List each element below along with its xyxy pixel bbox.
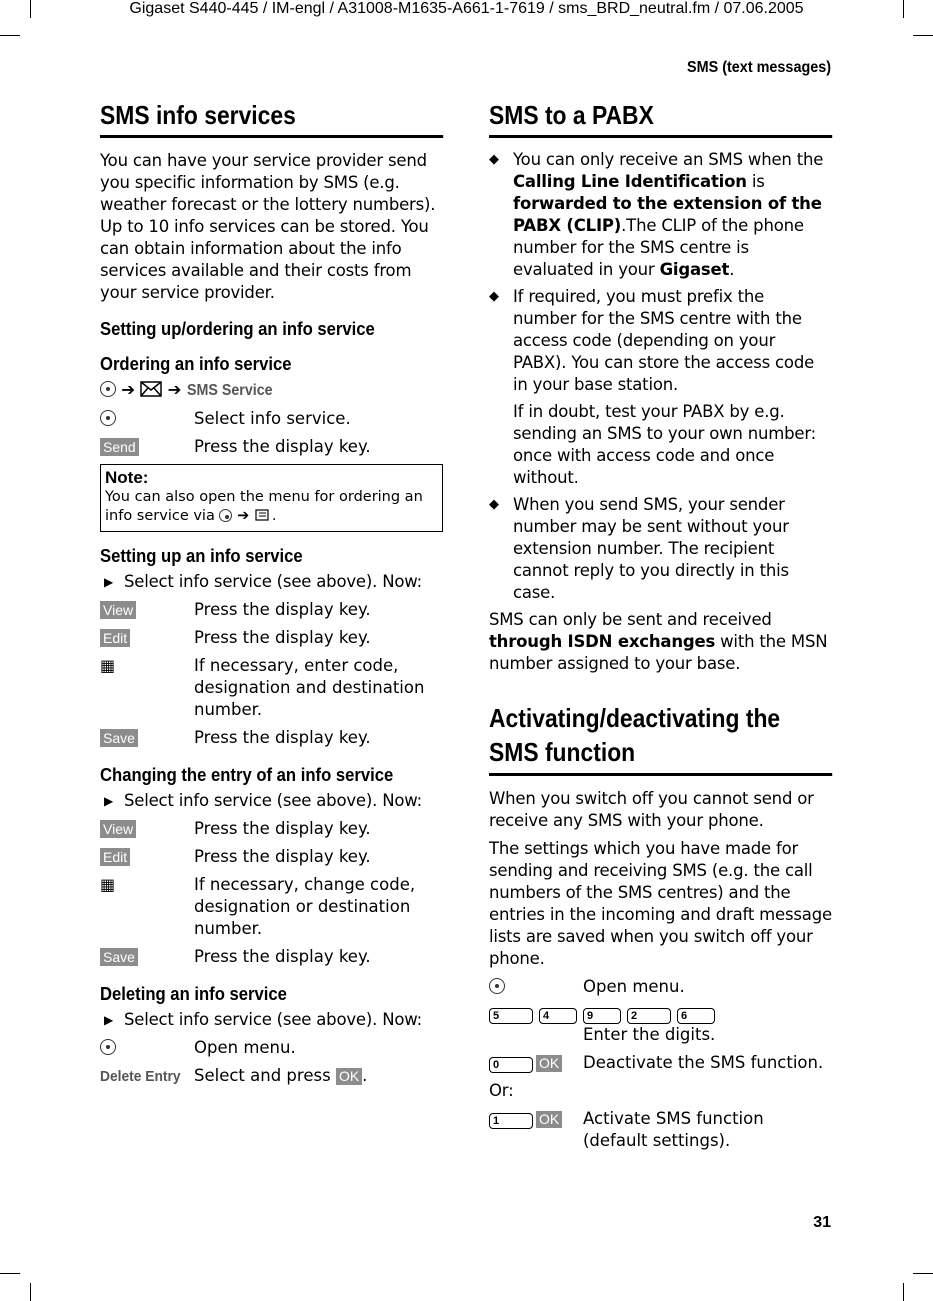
bullet-text: .The CLIP of the phone number for the SMS centre is evaluated in your [513,216,804,279]
or-label: Or: [489,1081,514,1100]
crop-mark [30,1283,31,1301]
note-box [100,464,443,532]
control-key-icon [489,978,505,994]
subheading-setup-ordering: Setting up/ordering an info service [100,318,375,339]
switch-off-paragraph: When you switch off you cannot send or receive any SMS with your phone. [489,789,814,830]
step-open-menu [100,1037,443,1059]
pabx-bullet-clip [489,149,832,281]
step-activate [489,1108,832,1152]
step-view [100,818,443,840]
step-save [100,727,443,749]
display-key-view[interactable]: View [100,820,136,838]
paragraph-text: with the MSN number assigned to your base. [489,632,828,673]
subheading-deleting: Deleting an info service [100,983,287,1004]
change-instruction: ▶ Select info service (see above). Now: [104,791,422,810]
step-text: Press the display key. [194,847,371,866]
intro-paragraph: You can have your service provider send you specific information by SMS (e.g. weather forecast or the lottery numbers). Up to 10 info services can be stored. You can obtain information about the info services available and their costs from your service provider. [100,151,436,302]
pabx-bullet-access-code [489,286,832,396]
step-text: Deactivate the SMS function. [583,1053,824,1072]
step-text: Select and press [194,1066,331,1085]
envelope-icon [140,381,162,397]
step-text: If necessary, enter code, designation and destination number. [194,656,425,719]
delete-instruction: ▶ Select info service (see above). Now: [104,1010,422,1029]
step-text: Press the display key. [194,728,371,747]
key-0[interactable]: 0 [489,1057,533,1073]
control-key-icon [219,509,232,522]
instruction-text: Select info service (see above). Now: [124,1010,422,1029]
step-edit [100,627,443,649]
key-5[interactable]: 5 [489,1008,533,1024]
control-key-icon [100,410,116,426]
bullet-text: If required, you must prefix the number for the SMS centre with the access code (depending on your PABX). You can store the access code in your base station. [513,287,815,394]
crop-mark [913,35,933,36]
bullet-text-bold: Gigaset [659,260,730,279]
info-service-icon [254,508,272,522]
note-text-part: You can also open the menu for ordering an info service via [105,489,423,524]
doc-reference-header: Gigaset S440-445 / IM-engl / A31008-M1635-A661-1-7619 / sms_BRD_neutral.fm / 07.06.2005 [129,0,804,17]
key-2[interactable]: 2 [627,1008,671,1024]
step-text: Press the display key. [194,628,371,647]
control-key-icon [100,381,116,397]
step-text: Press the display key. [194,819,371,838]
section-title-info-services: SMS info services [100,100,443,138]
instruction-text: Select info service (see above). Now: [124,572,422,591]
running-head: SMS (text messages) [686,59,831,76]
step-text: Activate SMS function (default settings). [583,1109,764,1150]
display-key-ok[interactable]: OK [536,1055,562,1072]
display-key-view[interactable]: View [100,601,136,619]
subheading-ordering: Ordering an info service [100,353,292,374]
step-send [100,436,443,458]
step-enter [100,655,443,721]
bullet-text-bold: Calling Line Identification [513,172,747,191]
key-6[interactable]: 6 [677,1008,715,1024]
pabx-bullet-test [489,401,832,489]
isdn-paragraph [489,609,832,675]
arrow-icon: ➔ [167,380,182,399]
bullet-text-bold: forwarded to the extension of the PABX (CLIP) [513,194,822,235]
bullet-text: When you send SMS, your sender number may be sent without your extension number. The recipient cannot reply to you directly in this case. [513,495,789,602]
subheading-setup: Setting up an info service [100,545,303,566]
step-text: Press the display key. [194,947,371,966]
step-text: Enter the digits. [583,1025,716,1044]
diamond-bullet-icon: ◆ [489,289,499,304]
step-text: Open menu. [583,977,685,996]
key-4[interactable]: 4 [539,1008,577,1024]
control-key-icon [100,1039,116,1055]
title-line: Activating/deactivating the [489,703,781,733]
arrow-icon: ➔ [237,508,250,524]
subheading-changing: Changing the entry of an info service [100,764,394,785]
crop-mark [913,1273,933,1274]
step-text-end: . [362,1066,368,1085]
pabx-bullet-sender [489,494,832,604]
setup-instruction: ▶ Select info service (see above). Now: [104,572,422,591]
step-text: Press the display key. [194,437,371,456]
step-enter-digits [489,1024,832,1046]
section-title-pabx: SMS to a PABX [489,100,832,138]
keypad-icon: ▦ [100,656,116,675]
step-text: Press the display key. [194,600,371,619]
left-column [100,100,443,1087]
display-key-edit[interactable]: Edit [100,629,130,647]
note-title: Note: [105,468,149,487]
menu-path [100,379,443,402]
bullet-text: If in doubt, test your PABX by e.g. sending an SMS to your own number: once with access code and once without. [513,402,816,487]
bullet-text: You can only receive an SMS when the [513,150,824,169]
crop-mark [903,1283,904,1301]
display-key-send[interactable]: Send [100,438,139,456]
paragraph-text: SMS can only be sent and received [489,610,772,629]
step-delete-entry [100,1065,443,1087]
step-view [100,599,443,621]
step-open-menu [489,976,832,998]
display-key-edit[interactable]: Edit [100,848,130,866]
digit-keys [489,1004,832,1024]
step-save [100,946,443,968]
key-9[interactable]: 9 [583,1008,621,1024]
paragraph-text-bold: through ISDN exchanges [489,632,716,651]
step-select-info-service [100,408,443,430]
menu-item-delete-entry[interactable]: Delete Entry [100,1068,181,1085]
menu-item-sms-service: SMS Service [186,382,273,399]
display-key-ok[interactable]: OK [536,1111,562,1128]
step-text: Open menu. [194,1038,296,1057]
title-line: SMS function [489,737,636,767]
crop-mark [0,1273,20,1274]
settings-paragraph: The settings which you have made for sending and receiving SMS (e.g. the call numbers of the SMS centres) and the entries in the incoming and draft message lists are saved when you switch off your phone. [489,839,832,968]
display-key-save[interactable]: Save [100,729,138,747]
step-deactivate [489,1052,832,1074]
display-key-ok[interactable]: OK [336,1068,362,1085]
section-title-activating [489,701,832,776]
bullet-text: . [729,260,735,279]
step-change [100,874,443,940]
right-column [489,100,832,1152]
display-key-save[interactable]: Save [100,948,138,966]
diamond-bullet-icon: ◆ [489,497,499,512]
step-edit [100,846,443,868]
page-number: 31 [813,1214,831,1231]
diamond-bullet-icon: ◆ [489,152,499,167]
key-1[interactable]: 1 [489,1113,533,1129]
arrow-icon: ➔ [121,380,136,399]
keypad-icon: ▦ [100,875,116,894]
instruction-text: Select info service (see above). Now: [124,791,422,810]
bullet-text: is [746,172,765,191]
note-text-end: . [271,508,277,524]
crop-mark [0,35,20,36]
step-text: Select info service. [194,409,351,428]
note-text [105,488,438,526]
step-text: If necessary, change code, designation or destination number. [194,875,416,938]
